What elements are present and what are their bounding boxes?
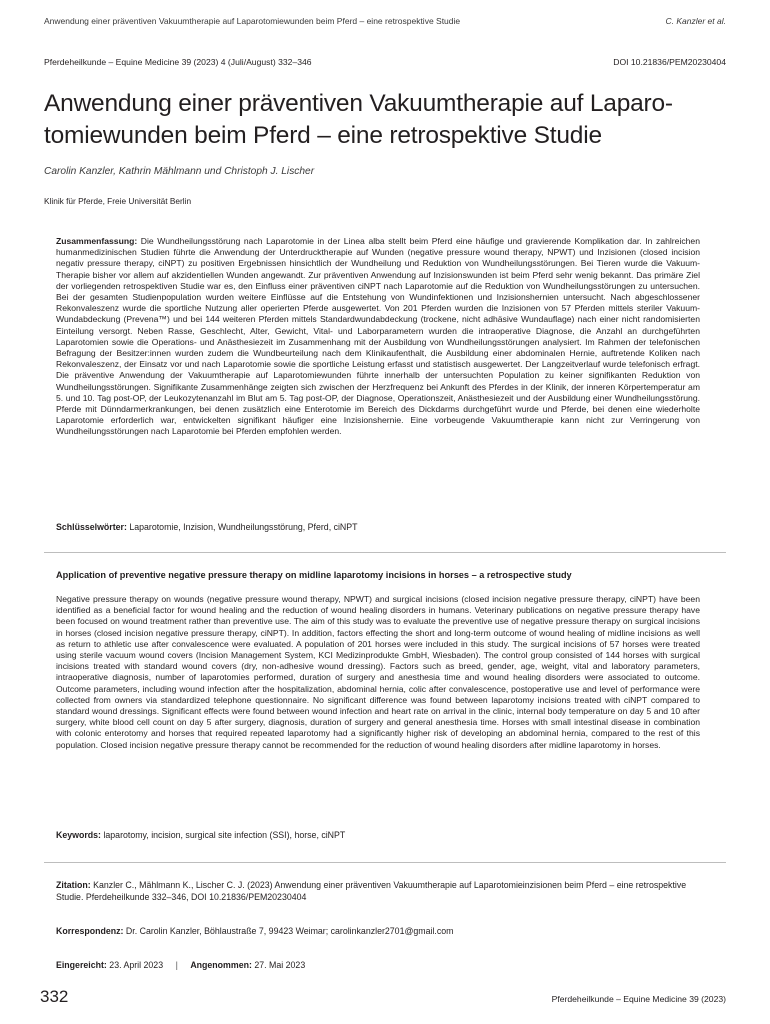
- abstract-english: Negative pressure therapy on wounds (negative pressure wound therapy, NPWT) and surgical incisions (closed incision negative pressure therapy, ciNPT) have been identified as a beneficial factor for wound healing and the reduction of wound healing disorders in humans. Veterinary publications on negative pressure therapy have been focused on wound treatment rather than preventive use. The aim of this study was to evaluate the preventive use of negative pressure therapy on surgical incisions in horses (closed incision negative pressure therapy, ciNPT). In addition, factors effecting the short and long-term outcome of wound healing of midline incisions as well as return to athletic use after convalescence were evaluated. A population of 201 horses were included in this study. The surgical incisions of 57 horses were treated using sterile vacuum wound covers (Incision Management System, KCI Medizinprodukte GmbH, Wiesbaden). The control group consisted of 144 horses with surgical incisions treated with standard wound covers (dry, non-adhesive wound dressing). Factors such as breed, gender, age, weight, vital and laboratory parameters, intraoperative diagnosis, number of laparotomies performed, duration of surgery and anesthesia time and wound healing disorders were associated to outcome. Outcome parameters, including wound infection after the hospitalization, abdominal hernia, colic after convalescence, postoperative use and level of performance were collected from owners via standardized telephone questionnaire. No significant difference was found between laparotomy incisions treated with ciNPT compared to standard wound dressings. Significant effects were found between wound infection and heart rate on arrival in the clinic, internal body temperature on day 5 and 10 after surgery, white blood cell count on day 5 after surgery, diagnosis, duration of surgery and general anesthesia time. Horses with small intestinal disease in combination with colonic enterotomy and horses that required repeated laparotomy had a significantly higher risk of developing an abdominal hernia, compared to the rest of this population. Closed incision negative pressure therapy cannot be recommended for the reduction of wound healing disorders after midline laparotomy in horses.: [56, 594, 700, 750]
- keywords-english: [56, 830, 700, 840]
- journal-line: [44, 57, 726, 71]
- accepted-date: 27. Mai 2023: [254, 960, 306, 970]
- article-title-line-1: Anwendung einer präventiven Vakuumtherapie auf Laparo-: [44, 90, 673, 117]
- keywords-english-body: laparotomy, incision, surgical site infection (SSI), horse, ciNPT: [103, 830, 346, 840]
- doi-link[interactable]: DOI 10.21836/PEM20230404: [613, 57, 726, 67]
- running-head-title: Anwendung einer präventiven Vakuumtherapie auf Laparotomiewunden beim Pferd – eine retrospektive Studie: [44, 16, 461, 26]
- affiliation: Klinik für Pferde, Freie Universität Berlin: [44, 196, 192, 206]
- running-head-authors: C. Kanzler et al.: [665, 16, 726, 26]
- keywords-german-body: Laparotomie, Inzision, Wundheilungsstörung, Pferd, ciNPT: [129, 522, 358, 532]
- running-head: [44, 16, 726, 30]
- footer-journal: Pferdeheilkunde – Equine Medicine 39 (2023): [551, 994, 726, 1004]
- correspondence-block: [56, 926, 700, 936]
- received-date: 23. April 2023: [109, 960, 164, 970]
- citation-body: Kanzler C., Mählmann K., Lischer C. J. (2023) Anwendung einer präventiven Vakuumtherapie auf Laparotomieinzisionen beim Pferd – eine retrospektive Studie. Pferdeheilkunde 332–346, DOI 10.21836/PEM20230404: [56, 880, 687, 902]
- keywords-german-label: Schlüsselwörter:: [56, 522, 127, 532]
- article-title-line-2: tomiewunden beim Pferd – eine retrospektive Studie: [44, 122, 602, 149]
- correspondence-label: Korrespondenz:: [56, 926, 124, 936]
- keywords-german: [56, 522, 700, 532]
- received-label: Eingereicht:: [56, 960, 107, 970]
- english-title: Application of preventive negative pressure therapy on midline laparotomy incisions in horses – a retrospective study: [56, 570, 572, 580]
- journal-citation: Pferdeheilkunde – Equine Medicine 39 (2023) 4 (Juli/August) 332–346: [44, 57, 312, 67]
- accepted-label: Angenommen:: [190, 960, 252, 970]
- citation-block: [56, 880, 700, 903]
- abstract-german-body: Die Wundheilungsstörung nach Laparotomie in der Linea alba stellt beim Pferd eine häufige und gravierende Komplikation dar. In zahlreichen humanmedizinischen Studien führte die Anwendung der Unterdrucktherapie auf Wunden (negative pressure wound therapy, NPWT) und Inzisionen (closed incision negativ pressure therapy, ciNPT) zu positiven Ergebnissen hinsichtlich der Wundheilung und Reduktion von Wundheilungsstörungen. Bei Tieren wurde die Vakuum-Therapie bisher vor allem auf akzidentiellen Wunden angewandt. Zur präventiven Anwendung auf Inzisionswunden ist beim Pferd sehr wenig bekannt. Das primäre Ziel der vorliegenden retrospektiven Studie war es, den Einfluss einer präventiven ciNPT nach Laparotomie auf die Reduktion von Wundheilungsstörungen zu untersuchen. Bei der gesamten Studienpopulation wurden weitere Einflüsse auf die Entstehung von Wundinfektionen und Inzisionshernien untersucht. Nach abgeschlossener Rekonvaleszenz wurde die sportliche Nutzung aller operierten Pferde ausgewertet. Von 201 Pferden wurden die Inzisionen von 57 Pferden mittels steriler Vakuum-Wundabdeckung (Prevena™) und bei 144 weiteren Pferden mittels Standardwundabdeckung (trockene, nicht adhäsive Wundauflage) nach einer nicht randomisierten Einteilung versorgt. Neben Rasse, Geschlecht, Alter, Gewicht, Vital- und Laborparametern wurden die intraoperative Diagnose, die Anzahl an durchgeführten Laparotomien sowie die Operations- und Anästhesiezeit im Zusammenhang mit der Ausbildung von Wundheilungsstörungen analysiert. Im Rahmen der telefonischen Befragung der Besitzer:innen wurden zudem die Wundbeurteilung nach dem Klinikaufenthalt, die Ausbildung einer abdominalen Hernie, auftretende Koliken nach Rekonvaleszenz, der Einsatz vor und nach Laparotomie sowie die sportliche Leistung erfasst und statistisch ausgewertet. Der Langzeitverlauf wurde telefonisch erfragt. Die präventive Anwendung der Vakuumtherapie auf Laparotomiewunden führte innerhalb der untersuchten Population zu keiner signifikanten Reduktion von Wundheilungsstörungen. Signifikante Zusammenhänge zeigten sich zwischen der Herzfrequenz bei Ankunft des Pferdes in der Klinik, der inneren Körpertemperatur am 5. und 10. Tag post-OP, der Leukozytenanzahl im Blut am 5. Tag post-OP, der Diagnose, Operationszeit, Anästhesiezeit und der Ausbildung einer Wundheilungsstörung. Pferde mit Dünndarmerkrankungen, bei denen zusätzlich eine Enterotomie im Bereich des Dickdarms durchgeführt wurde und Pferde, bei denen eine wiederholte Laparotomie erforderlich war, entwickelten signifikant häufiger eine Inzisionshernie. Eine vorbeugende Vakuumtherapie kann nicht zur Verringerung von Wundheilungsstörungen nach Laparotomie bei Pferden empfohlen werden.: [56, 236, 700, 437]
- keywords-english-label: Keywords:: [56, 830, 101, 840]
- date-separator: |: [175, 960, 178, 970]
- citation-label: Zitation:: [56, 880, 91, 890]
- abstract-german: [56, 236, 700, 438]
- section-divider: [44, 552, 726, 553]
- submission-dates: [56, 960, 700, 970]
- correspondence-body: Dr. Carolin Kanzler, Böhlaustraße 7, 99423 Weimar; carolinkanzler2701@gmail.com: [125, 926, 454, 936]
- section-divider: [44, 862, 726, 863]
- abstract-german-label: Zusammenfassung:: [56, 236, 138, 246]
- article-title: [44, 88, 734, 152]
- page-number: 332: [40, 987, 69, 1006]
- author-list: Carolin Kanzler, Kathrin Mählmann und Christoph J. Lischer: [44, 166, 315, 177]
